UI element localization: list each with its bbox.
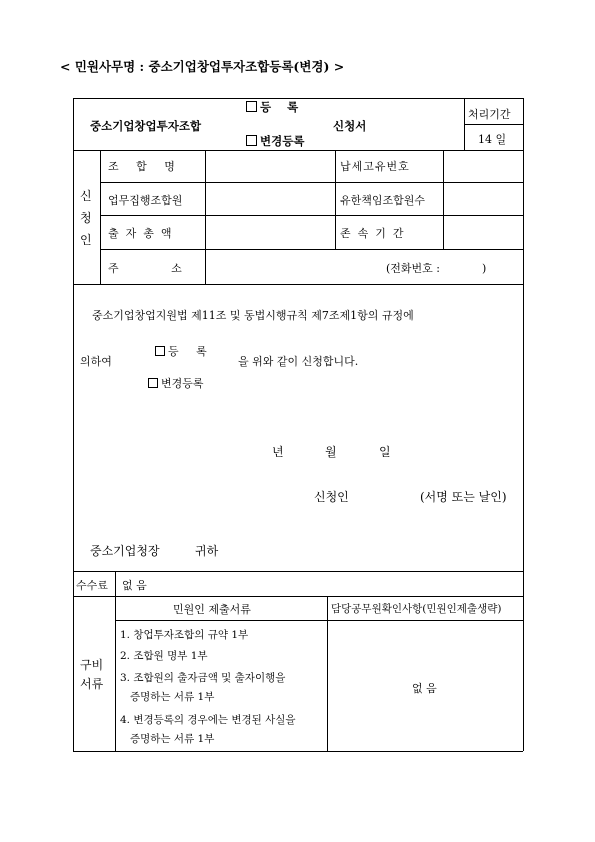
executive-member-field[interactable] [206, 183, 334, 214]
date-day: 일 [379, 445, 391, 459]
document-item: 1. 창업투자조합의 규약 1부 [120, 629, 249, 641]
limited-members-label: 유한책임조합원수 [340, 194, 426, 207]
applicant-label: 신청인 [314, 490, 349, 504]
check-value: 없 음 [412, 682, 437, 695]
statement-line1: 중소기업창업지원법 제11조 및 동법시행규칙 제7조제1항의 규정에 [92, 309, 414, 322]
union-name-field[interactable] [206, 151, 334, 181]
form-right-border [523, 98, 524, 751]
statement-change-checkbox[interactable] [148, 378, 158, 388]
document-item: 3. 조합원의 출자금액 및 출자이행을 증명하는 서류 1부 [120, 672, 286, 703]
address-field[interactable] [206, 250, 381, 283]
duration-label: 존 속 기 간 [340, 227, 404, 240]
address-label: 주 소 [108, 262, 182, 275]
page-title: < 민원사무명 : 중소기업창업투자조합등록(변경) > [60, 59, 345, 74]
statement-register-checkbox[interactable] [155, 346, 165, 356]
statement-option-change [148, 375, 204, 391]
form-suffix: 신청서 [333, 119, 367, 133]
duration-field[interactable] [444, 216, 522, 248]
divider [464, 124, 523, 125]
total-investment-field[interactable] [206, 216, 334, 248]
tax-id-label: 납세고유번호 [340, 160, 410, 173]
divider [115, 571, 116, 751]
divider [115, 620, 523, 621]
option-register [246, 99, 298, 115]
statement-line2a: 의하여 [80, 355, 112, 368]
check-header: 담당공무원확인사항(민원인제출생략) [331, 603, 502, 615]
option-change-label: 변경등록 [260, 134, 305, 148]
option-register-label: 등 록 [260, 100, 299, 114]
date-month: 월 [325, 445, 337, 459]
submit-header: 민원인 제출서류 [173, 603, 251, 616]
union-name-label: 조 합 명 [108, 160, 175, 173]
change-checkbox[interactable] [246, 135, 257, 146]
statement-option-register-label: 등 록 [168, 345, 207, 358]
executive-member-label: 업무집행조합원 [108, 194, 183, 207]
signature-label: (서명 또는 날인) [420, 490, 507, 504]
option-change [246, 133, 304, 149]
divider [100, 150, 101, 284]
document-item: 2. 조합원 명부 1부 [120, 650, 208, 662]
phone-label: (전화번호 : ) [386, 262, 487, 275]
divider [335, 150, 336, 249]
date-year: 년 [272, 445, 284, 459]
statement-option-register [148, 330, 207, 359]
processing-value: 14 일 [478, 133, 507, 146]
applicant-section-label: 신 청 인 [80, 189, 92, 247]
fee-value: 없 음 [122, 579, 147, 592]
divider [73, 571, 523, 572]
processing-label: 처리기간 [468, 108, 511, 121]
addressee: 중소기업청장 [90, 544, 160, 558]
honorific: 귀하 [195, 544, 219, 558]
document-item: 4. 변경등록의 경우에는 변경된 사실을 증명하는 서류 1부 [120, 714, 296, 745]
tax-id-field[interactable] [444, 151, 522, 181]
divider [73, 596, 523, 597]
fee-label: 수수료 [76, 579, 108, 592]
limited-members-field[interactable] [444, 183, 522, 214]
statement-option-change-label: 변경등록 [161, 377, 204, 390]
statement-line2b: 을 위와 같이 신청합니다. [238, 355, 359, 368]
register-checkbox[interactable] [246, 101, 257, 112]
form-name: 중소기업창업투자조합 [90, 119, 202, 133]
divider [73, 284, 523, 285]
form-left-border [73, 98, 74, 751]
documents-section-label: 구비 서류 [80, 658, 104, 691]
form-bottom-border [73, 751, 523, 752]
total-investment-label: 출 자 총 액 [108, 227, 172, 240]
